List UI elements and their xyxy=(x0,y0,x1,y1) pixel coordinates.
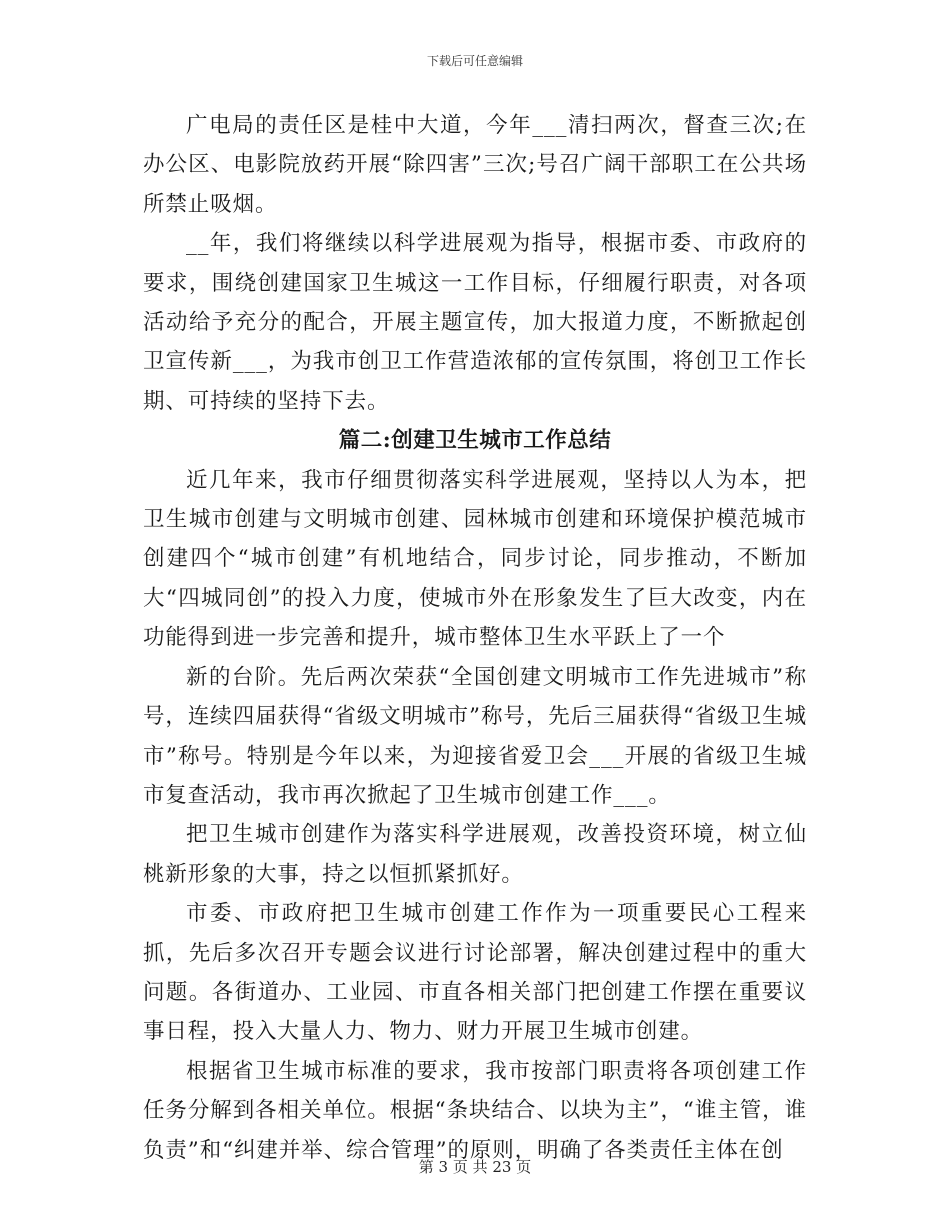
paragraph: 新的台阶。先后两次荣获“全国创建文明城市工作先进城市”称号，连续四届获得“省级文明城市”称号，先后三届获得“省级卫生城市”称号。特别是今年以来，为迎接省爱卫会___开展的省级卫生城市复查活动，我市再次掀起了卫生城市创建工作___。 xyxy=(143,664,807,808)
paragraph: 把卫生城市创建作为落实科学进展观，改善投资环境，树立仙桃新形象的大事，持之以恒抓紧抓好。 xyxy=(143,822,807,887)
paragraph: 根据省卫生城市标准的要求，我市按部门职责将各项创建工作任务分解到各相关单位。根据“条块结合、以块为主”，“谁主管，谁负责”和“纠建并举、综合管理”的原则，明确了各类责任主体在创 xyxy=(143,1058,807,1163)
paragraph: __年，我们将继续以科学进展观为指导，根据市委、市政府的要求，围绕创建国家卫生城这一工作目标，仔细履行职责，对各项活动给予充分的配合，开展主题宣传，加大报道力度，不断掀起创卫宣传新___，为我市创卫工作营造浓郁的宣传氛围，将创卫工作长期、可持续的坚持下去。 xyxy=(143,231,807,414)
document-body xyxy=(143,106,807,1170)
page-header-note: 下载后可任意编辑 xyxy=(426,54,523,68)
paragraph: 广电局的责任区是桂中大道，今年___清扫两次，督查三次;在办公区、电影院放药开展“除四害”三次;号召广阔干部职工在公共场所禁止吸烟。 xyxy=(143,113,807,217)
paragraph: 近几年来，我市仔细贯彻落实科学进展观，坚持以人为本，把卫生城市创建与文明城市创建、园林城市创建和环境保护模范城市创建四个“城市创建”有机地结合，同步讨论，同步推动，不断加大“四城同创”的投入力度，使城市外在形象发生了巨大改变，内在功能得到进一步完善和提升，城市整体卫生水平跃上了一个 xyxy=(143,467,807,651)
paragraph: 市委、市政府把卫生城市创建工作作为一项重要民心工程来抓，先后多次召开专题会议进行讨论部署，解决创建过程中的重大问题。各街道办、工业园、市直各相关部门把创建工作摆在重要议事日程，投入大量人力、物力、财力开展卫生城市创建。 xyxy=(143,901,807,1045)
section-title: 篇二:创建卫生城市工作总结 xyxy=(338,428,612,454)
page-number: 第 3 页 共 23 页 xyxy=(418,1158,532,1176)
